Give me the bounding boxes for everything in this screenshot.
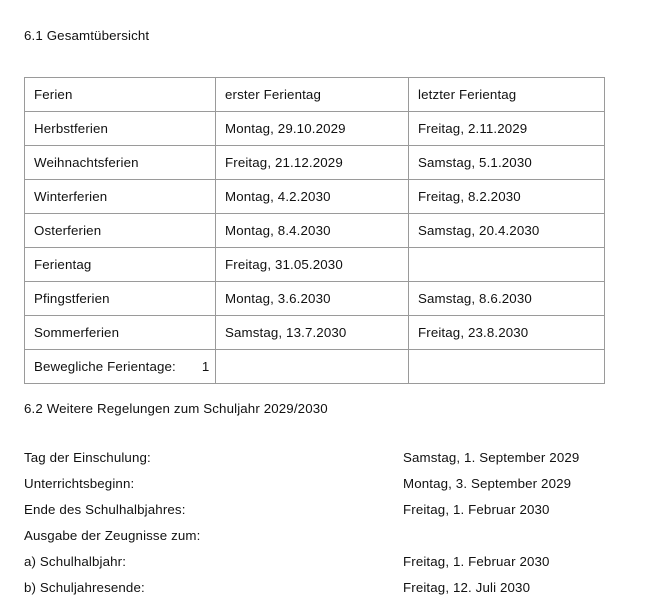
detail-row	[24, 523, 644, 549]
cell-last-day: Samstag, 20.4.2030	[409, 214, 605, 248]
detail-row	[24, 549, 644, 575]
movable-holidays-count: 1	[201, 359, 210, 374]
detail-label: Unterrichtsbeginn:	[24, 476, 135, 491]
table-row-movable-holidays	[25, 350, 605, 384]
cell-first-day: Freitag, 21.12.2029	[216, 146, 409, 180]
column-header-holiday: Ferien	[25, 78, 216, 112]
cell-last-day: Freitag, 2.11.2029	[409, 112, 605, 146]
cell-first-day: Montag, 3.6.2030	[216, 282, 409, 316]
detail-value: Freitag, 1. Februar 2030	[403, 502, 550, 517]
section-heading-6-1: 6.1 Gesamtübersicht	[24, 28, 150, 43]
column-header-last-day: letzter Ferientag	[409, 78, 605, 112]
cell-holiday-name: Ferientag	[25, 248, 216, 282]
table-row	[25, 146, 605, 180]
table-row	[25, 282, 605, 316]
detail-label: Tag der Einschulung:	[24, 450, 151, 465]
cell-holiday-name: Pfingstferien	[25, 282, 216, 316]
table-row	[25, 214, 605, 248]
cell-holiday-name: Weihnachtsferien	[25, 146, 216, 180]
cell-first-day: Freitag, 31.05.2030	[216, 248, 409, 282]
school-holidays-table	[24, 77, 605, 384]
cell-first-day: Montag, 29.10.2029	[216, 112, 409, 146]
detail-label: Ausgabe der Zeugnisse zum:	[24, 528, 201, 543]
cell-last-day	[409, 350, 605, 384]
detail-value: Freitag, 12. Juli 2030	[403, 580, 531, 595]
movable-holidays-label: Bewegliche Ferientage:	[34, 359, 176, 374]
detail-value: Samstag, 1. September 2029	[403, 450, 580, 465]
detail-row	[24, 471, 644, 497]
detail-row	[24, 497, 644, 523]
cell-last-day: Freitag, 8.2.2030	[409, 180, 605, 214]
cell-first-day: Montag, 4.2.2030	[216, 180, 409, 214]
table-header-row	[25, 78, 605, 112]
detail-label: a) Schulhalbjahr:	[24, 554, 127, 569]
cell-first-day: Montag, 8.4.2030	[216, 214, 409, 248]
column-header-first-day: erster Ferientag	[216, 78, 409, 112]
table-row	[25, 316, 605, 350]
cell-holiday-name: Osterferien	[25, 214, 216, 248]
section-heading-6-2: 6.2 Weitere Regelungen zum Schuljahr 2029/2030	[24, 401, 328, 416]
cell-last-day: Freitag, 23.8.2030	[409, 316, 605, 350]
detail-row	[24, 445, 644, 471]
cell-last-day: Samstag, 8.6.2030	[409, 282, 605, 316]
detail-label: b) Schuljahresende:	[24, 580, 145, 595]
cell-first-day	[216, 350, 409, 384]
table-body	[25, 112, 605, 384]
detail-value: Montag, 3. September 2029	[403, 476, 572, 491]
cell-last-day	[409, 248, 605, 282]
cell-holiday-name: Winterferien	[25, 180, 216, 214]
table-row	[25, 112, 605, 146]
detail-row	[24, 575, 644, 601]
cell-holiday-name: Herbstferien	[25, 112, 216, 146]
table-row	[25, 180, 605, 214]
cell-holiday-name: Sommerferien	[25, 316, 216, 350]
cell-last-day: Samstag, 5.1.2030	[409, 146, 605, 180]
detail-label: Ende des Schulhalbjahres:	[24, 502, 186, 517]
table-row	[25, 248, 605, 282]
cell-movable-holidays	[25, 350, 216, 384]
table-header	[25, 78, 605, 112]
further-regulations-list	[24, 445, 644, 601]
cell-first-day: Samstag, 13.7.2030	[216, 316, 409, 350]
detail-value: Freitag, 1. Februar 2030	[403, 554, 550, 569]
